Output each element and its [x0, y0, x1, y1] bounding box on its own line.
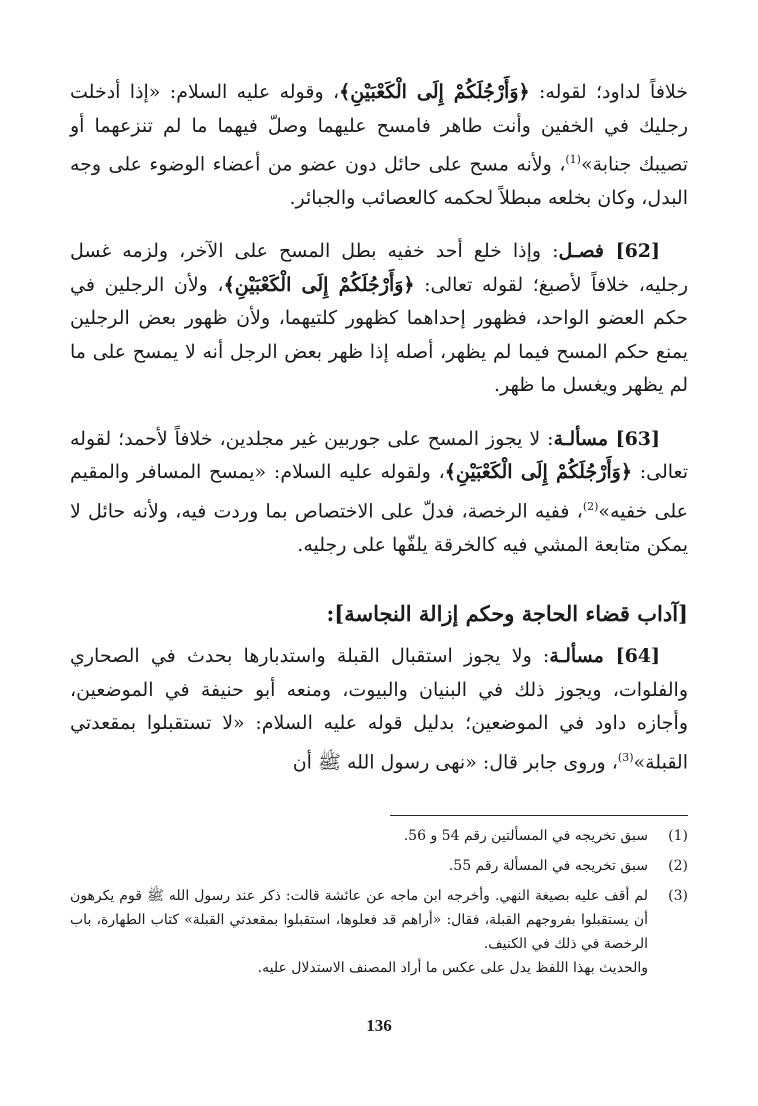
page-number: 136: [366, 1016, 392, 1035]
page-body: [70, 76, 688, 799]
footnote-line: سبق تخريجه في المسألتين رقم 54 و 56.: [403, 828, 648, 844]
footnote-number: (1): [668, 828, 688, 844]
text: : ولا يجوز استقبال القبلة واستدبارها بحدث في الصحاري والفلوات، ويجوز ذلك في البنيان والبيوت، ومنعه أبو حنيفة في الموضعين، وأجازه داود في الموضعين؛ بدليل قوله عليه السلام: «لا تستقبلوا بمقعدتي القبلة»: [70, 645, 688, 773]
text: ، ولأنه مسح على حائل دون عضو من أعضاء الوضوء على وجه البدل، وكان بخلعه مبطلاً لحكمه كالعصائب والجبائر.: [70, 153, 688, 209]
text: ، وقوله عليه السلام: «إذا أدخلت رجليك في الخفين وأنت طاهر فامسح عليهما وصلّ فيهما ما لم تنزعهما أو تصيبك جنابة»: [70, 81, 688, 176]
footnote-1: [70, 824, 688, 848]
footnote-line: سبق تخريجه في المسألة رقم 55.: [448, 858, 648, 874]
paragraph-1: [70, 76, 688, 215]
footnote-text: [70, 824, 648, 848]
footnote-number: (2): [668, 858, 688, 874]
footnote-ref-1[interactable]: (1): [565, 153, 581, 166]
quran-verse: ﴿وَأَرْجُلَكُمْ إِلَى الْكَعْبَيْنِ﴾: [223, 273, 415, 296]
footnote-text: [70, 854, 648, 878]
footnote-ref-2[interactable]: (2): [582, 499, 599, 513]
text: ، ففيه الرخصة، فدلّ على الاختصاص بما وردت فيه، ولأنه حائل لا يمكن متابعة المشي فيه كالخرقة يلفّها على رجليه.: [70, 500, 688, 556]
section-label: [64] مسألـة: [549, 645, 661, 668]
text: ، ولأن الرجلين في حكم العضو الواحد، فظهور إحداهما كظهور كلتيهما، ولأن ظهور بعض الرجلين يمنع حكم المسح فيما لم يظهر، أصله إذا ظهر بعض الرجل أنه لا يمسح على ما لم يظهر ويغسل ما ظهر.: [70, 273, 688, 397]
quran-verse: ﴿وَأَرْجُلَكُمْ إِلَى الْكَعْبَيْنِ﴾: [444, 461, 632, 484]
text: : لا يجوز المسح على جوربين غير مجلدين، خلافاً لأحمد؛ لقوله تعالى:: [70, 427, 688, 484]
paragraph-63: [70, 423, 688, 562]
section-label: [62] فصـل: [558, 240, 661, 263]
footnote-2: [70, 854, 688, 878]
footnote-number: (3): [668, 888, 688, 904]
footnote-line: والحديث بهذا اللفظ يدل على عكس ما أراد المصنف الاستدلال عليه.: [257, 960, 648, 976]
section-heading: [آداب قضاء الحاجة وحكم إزالة النجاسة]:: [326, 601, 688, 627]
footnote-line: لم أقف عليه بصيغة النهي. وأخرجه ابن ماجه عن عائشة قالت: ذكر عند رسول الله ﷺ قوم يكرهون أن يستقبلوا بفروجهم القبلة، فقال: «أراهم قد فعلوها، استقبلوا بمقعدتي القبلة» كتاب الطهارة، باب الرخصة في ذلك في الكنيف.: [70, 888, 648, 952]
paragraph-62: [70, 235, 688, 403]
quran-verse: ﴿وَأَرْجُلَكُمْ إِلَى الْكَعْبَيْنِ﴾: [339, 81, 530, 103]
footnote-ref-3[interactable]: (3): [617, 750, 634, 764]
text: ، وروى جابر قال: «نهى رسول الله ﷺ أن: [292, 750, 618, 773]
paragraph-64: [70, 640, 688, 779]
text: خلافاً لداود؛ لقوله:: [529, 81, 689, 103]
section-label: [63] مسألـة: [553, 427, 661, 450]
footnotes: [70, 824, 688, 986]
text: : وإذا خلع أحد خفيه بطل المسح على الآخر، ولزمه غسل رجليه، خلافاً لأصبغ؛ لقوله تعالى:: [70, 240, 689, 296]
footnote-text: [70, 884, 648, 980]
text: ، ولقوله عليه السلام: «يمسح المسافر والمقيم على خفيه»: [70, 461, 689, 523]
footnote-3: [70, 884, 688, 980]
footnote-separator: [390, 815, 688, 816]
